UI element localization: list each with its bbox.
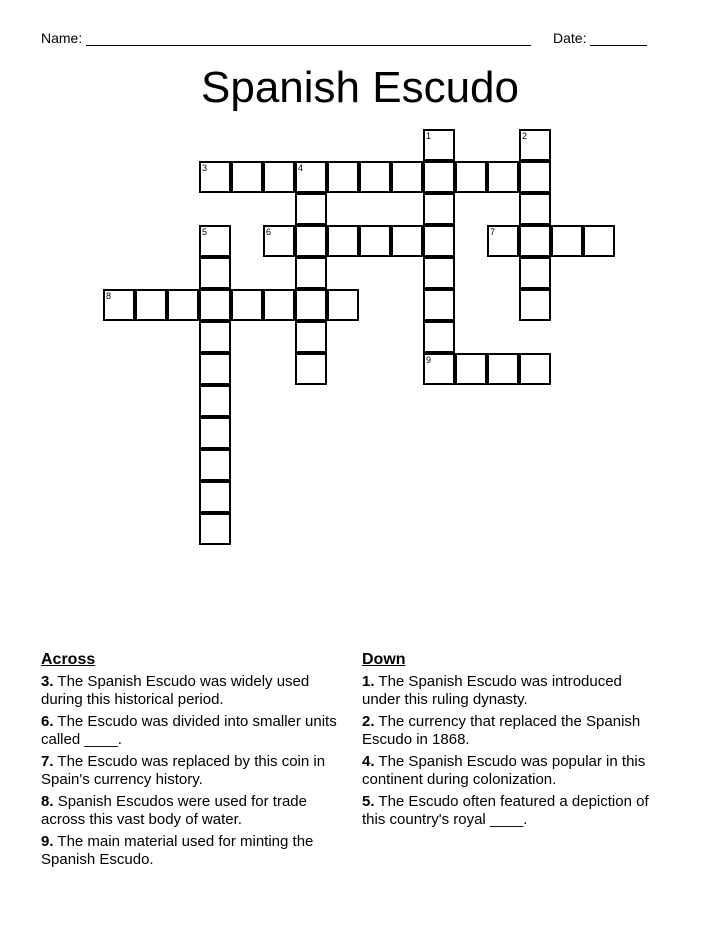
grid-cell[interactable] [199, 513, 231, 545]
down-clue [362, 673, 662, 709]
grid-cell[interactable] [199, 289, 231, 321]
clue-text: The currency that replaced the Spanish Escudo in 1868. [362, 713, 641, 748]
grid-cell[interactable] [327, 289, 359, 321]
grid-cell[interactable] [103, 289, 135, 321]
grid-cell[interactable] [199, 225, 231, 257]
down-clue [362, 753, 662, 789]
clue-number-label: 9 [426, 355, 432, 365]
grid-cell[interactable] [423, 257, 455, 289]
grid-cell[interactable] [263, 225, 295, 257]
grid-cell[interactable] [519, 161, 551, 193]
grid-cell[interactable] [391, 161, 423, 193]
clue-number: 7. [41, 753, 54, 770]
clue-number: 6. [41, 713, 54, 730]
grid-cell[interactable] [295, 289, 327, 321]
clue-text: The Escudo was divided into smaller units called ____. [41, 713, 337, 748]
grid-cell[interactable] [519, 129, 551, 161]
across-clue [41, 673, 341, 709]
grid-cell[interactable] [551, 225, 583, 257]
clue-number-label: 4 [298, 163, 304, 173]
grid-cell[interactable] [327, 225, 359, 257]
clue-number-label: 7 [490, 227, 496, 237]
page-title: Spanish Escudo [201, 63, 519, 112]
clue-number: 2. [362, 713, 375, 730]
grid-cell[interactable] [295, 161, 327, 193]
grid-cell[interactable] [487, 161, 519, 193]
grid-cell[interactable] [295, 225, 327, 257]
across-clue [41, 833, 341, 869]
grid-cell[interactable] [295, 321, 327, 353]
clue-number-label: 5 [202, 227, 208, 237]
grid-cell[interactable] [199, 385, 231, 417]
grid-cell[interactable] [295, 193, 327, 225]
name-label: Name: [41, 30, 83, 46]
clue-number: 9. [41, 833, 54, 850]
grid-cell[interactable] [423, 225, 455, 257]
across-clue [41, 793, 341, 829]
clue-number-label: 6 [266, 227, 272, 237]
clue-text: The Spanish Escudo was popular in this continent during colonization. [362, 753, 646, 788]
clue-text: The Escudo often featured a depiction of this country's royal ____. [362, 793, 649, 828]
grid-cell[interactable] [519, 193, 551, 225]
grid-cell[interactable] [423, 353, 455, 385]
grid-cell[interactable] [167, 289, 199, 321]
clue-number: 4. [362, 753, 375, 770]
down-clue [362, 793, 662, 829]
grid-cell[interactable] [455, 353, 487, 385]
grid-cell[interactable] [423, 129, 455, 161]
grid-cell[interactable] [263, 289, 295, 321]
across-clue [41, 753, 341, 789]
grid-cell[interactable] [231, 289, 263, 321]
clue-text: The Spanish Escudo was introduced under this ruling dynasty. [362, 673, 622, 708]
clue-number-label: 3 [202, 163, 208, 173]
across-clue [41, 713, 341, 749]
grid-cell[interactable] [519, 353, 551, 385]
date-label: Date: [553, 30, 587, 46]
grid-cell[interactable] [423, 289, 455, 321]
grid-cell[interactable] [519, 225, 551, 257]
grid-cell[interactable] [359, 161, 391, 193]
grid-cell[interactable] [199, 481, 231, 513]
grid-cell[interactable] [487, 225, 519, 257]
grid-cell[interactable] [199, 449, 231, 481]
clue-text: The Spanish Escudo was widely used during this historical period. [41, 673, 310, 708]
grid-cell[interactable] [583, 225, 615, 257]
grid-cell[interactable] [295, 257, 327, 289]
clue-number: 3. [41, 673, 54, 690]
grid-cell[interactable] [519, 257, 551, 289]
grid-cell[interactable] [199, 161, 231, 193]
grid-cell[interactable] [359, 225, 391, 257]
grid-cell[interactable] [135, 289, 167, 321]
across-heading: Across [41, 651, 96, 668]
clue-text: Spanish Escudos were used for trade across this vast body of water. [41, 793, 307, 828]
clue-number-label: 2 [522, 131, 528, 141]
down-clue [362, 713, 662, 749]
grid-cell[interactable] [423, 193, 455, 225]
grid-cell[interactable] [423, 321, 455, 353]
grid-cell[interactable] [487, 353, 519, 385]
clue-number: 8. [41, 793, 54, 810]
grid-cell[interactable] [263, 161, 295, 193]
grid-cell[interactable] [423, 161, 455, 193]
grid-cell[interactable] [327, 161, 359, 193]
grid-cell[interactable] [295, 353, 327, 385]
grid-cell[interactable] [199, 417, 231, 449]
clue-number: 1. [362, 673, 375, 690]
across-clues [41, 650, 341, 873]
clue-text: The Escudo was replaced by this coin in Spain's currency history. [41, 753, 326, 788]
grid-cell[interactable] [199, 257, 231, 289]
grid-cell[interactable] [231, 161, 263, 193]
grid-cell[interactable] [199, 321, 231, 353]
clue-number-label: 8 [106, 291, 112, 301]
grid-cell[interactable] [391, 225, 423, 257]
clue-number: 5. [362, 793, 375, 810]
down-clues [362, 650, 662, 833]
clue-text: The main material used for minting the Spanish Escudo. [41, 833, 314, 868]
grid-cell[interactable] [199, 353, 231, 385]
clue-number-label: 1 [426, 131, 432, 141]
grid-cell[interactable] [519, 289, 551, 321]
grid-cell[interactable] [455, 161, 487, 193]
down-heading: Down [362, 651, 406, 668]
